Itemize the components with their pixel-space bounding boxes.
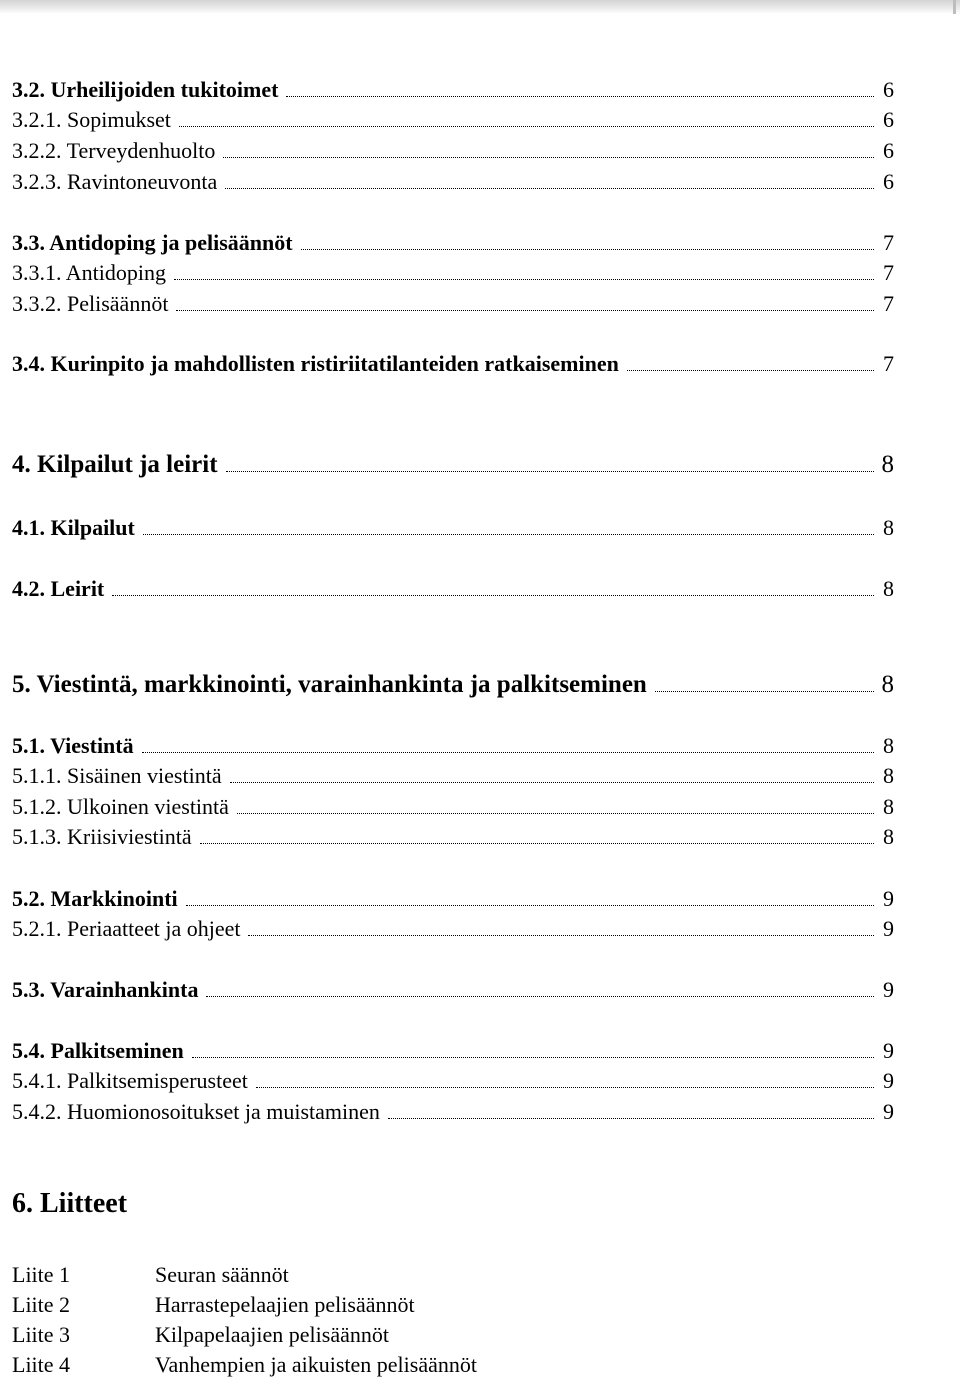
toc-entry-5-2[interactable] — [12, 884, 894, 914]
toc-entry-label: 5.3. Varainhankinta — [12, 977, 199, 1002]
chapter-heading-6: 6. Liitteet — [12, 1188, 128, 1219]
toc-entry-label: 3.2.2. Terveydenhuolto — [12, 138, 216, 163]
toc-entry-page: 9 — [883, 916, 894, 941]
page-right-edge — [953, 0, 956, 14]
toc-entry-page: 8 — [883, 824, 894, 849]
toc-entry-3-3[interactable] — [12, 228, 894, 258]
toc-entry-label: 3.2. Urheilijoiden tukitoimet — [12, 77, 279, 102]
toc-entry-page: 8 — [883, 576, 894, 601]
toc-entry-5-1[interactable] — [12, 731, 894, 761]
appendix-title: Seuran säännöt — [155, 1262, 289, 1287]
appendix-number: Liite 3 — [12, 1322, 71, 1347]
toc-entry-page: 9 — [883, 1068, 894, 1093]
toc-entry-page: 8 — [881, 451, 894, 478]
toc-entry-4-2[interactable] — [12, 574, 894, 604]
toc-entry-5-1-3[interactable] — [12, 822, 894, 852]
toc-entry-3-3-1[interactable] — [12, 258, 894, 288]
toc-entry-5-1-1[interactable] — [12, 761, 894, 791]
toc-entry-page: 9 — [883, 886, 894, 911]
toc-entry-page: 8 — [881, 671, 894, 698]
toc-entry-3-3-2[interactable] — [12, 289, 894, 319]
toc-entry-label: 5.1.2. Ulkoinen viestintä — [12, 794, 229, 819]
dot-leader — [237, 813, 874, 814]
toc-entry-label: 3.3. Antidoping ja pelisäännöt — [12, 230, 293, 255]
dot-leader — [192, 1057, 874, 1058]
toc-entry-label: 4.1. Kilpailut — [12, 515, 135, 540]
toc-entry-page: 8 — [883, 763, 894, 788]
dot-leader — [174, 279, 874, 280]
toc-entry-page: 8 — [883, 733, 894, 758]
toc-entry-3-2-3[interactable] — [12, 167, 894, 197]
dot-leader — [176, 310, 874, 311]
dot-leader — [225, 188, 874, 189]
toc-entry-page: 7 — [883, 291, 894, 316]
dot-leader — [112, 595, 874, 596]
toc-entry-label: 5.1.3. Kriisiviestintä — [12, 824, 192, 849]
toc-entry-page: 6 — [883, 77, 894, 102]
toc-entry-page: 7 — [883, 351, 894, 376]
toc-entry-3-2-2[interactable] — [12, 136, 894, 166]
toc-entry-5-1-2[interactable] — [12, 792, 894, 822]
toc-entry-label: 4.2. Leirit — [12, 576, 105, 601]
toc-entry-5-4-2[interactable] — [12, 1097, 894, 1127]
toc-entry-5-3[interactable] — [12, 975, 894, 1005]
toc-entry-3-4[interactable] — [12, 349, 894, 379]
toc-entry-page: 9 — [883, 977, 894, 1002]
toc-entry-label: 5.1.1. Sisäinen viestintä — [12, 763, 222, 788]
toc-entry-label: 5. Viestintä, markkinointi, varainhankinta ja palkitseminen — [12, 671, 647, 698]
appendix-number: Liite 1 — [12, 1262, 71, 1287]
page-top-edge — [0, 0, 960, 14]
toc-entry-5[interactable] — [12, 670, 894, 700]
toc-entry-label: 3.3.1. Antidoping — [12, 260, 167, 285]
toc-entry-page: 9 — [883, 1038, 894, 1063]
appendix-title: Harrastepelaajien pelisäännöt — [155, 1292, 415, 1317]
dot-leader — [143, 534, 874, 535]
dot-leader — [256, 1087, 874, 1088]
toc-entry-label: 3.3.2. Pelisäännöt — [12, 291, 169, 316]
toc-entry-page: 6 — [883, 107, 894, 132]
toc-entry-5-4[interactable] — [12, 1036, 894, 1066]
toc-entry-label: 3.2.3. Ravintoneuvonta — [12, 169, 218, 194]
dot-leader — [226, 471, 874, 472]
toc-entry-page: 6 — [883, 169, 894, 194]
toc-entry-label: 5.2. Markkinointi — [12, 886, 178, 911]
toc-entry-label: 5.4.1. Palkitsemisperusteet — [12, 1068, 248, 1093]
dot-leader — [286, 96, 874, 97]
appendix-row[interactable] — [12, 1290, 415, 1320]
dot-leader — [186, 905, 874, 906]
appendix-title: Kilpapelaajien pelisäännöt — [155, 1322, 389, 1347]
dot-leader — [230, 782, 874, 783]
toc-entry-3-2-1[interactable] — [12, 105, 894, 135]
dot-leader — [301, 249, 874, 250]
toc-entry-label: 5.4. Palkitseminen — [12, 1038, 184, 1063]
toc-entry-label: 5.1. Viestintä — [12, 733, 134, 758]
toc-entry-label: 5.4.2. Huomionosoitukset ja muistaminen — [12, 1099, 380, 1124]
dot-leader — [179, 126, 874, 127]
toc-entry-page: 7 — [883, 230, 894, 255]
toc-entry-label: 3.4. Kurinpito ja mahdollisten ristiriitatilanteiden ratkaiseminen — [12, 351, 619, 376]
toc-entry-label: 4. Kilpailut ja leirit — [12, 451, 218, 478]
toc-entry-5-4-1[interactable] — [12, 1066, 894, 1096]
toc-entry-5-2-1[interactable] — [12, 914, 894, 944]
toc-entry-label: 5.2.1. Periaatteet ja ohjeet — [12, 916, 241, 941]
toc-entry-4[interactable] — [12, 450, 894, 480]
dot-leader — [388, 1118, 874, 1119]
appendix-row[interactable] — [12, 1320, 389, 1350]
toc-entry-page: 8 — [883, 794, 894, 819]
dot-leader — [223, 157, 874, 158]
toc-entry-page: 7 — [883, 260, 894, 285]
appendix-number: Liite 4 — [12, 1352, 71, 1377]
toc-entry-page: 6 — [883, 138, 894, 163]
toc-entry-page: 9 — [883, 1099, 894, 1124]
dot-leader — [206, 996, 874, 997]
dot-leader — [655, 691, 874, 692]
toc-entry-page: 8 — [883, 515, 894, 540]
dot-leader — [142, 752, 874, 753]
toc-entry-3-2[interactable] — [12, 75, 894, 105]
dot-leader — [627, 370, 874, 371]
appendix-number: Liite 2 — [12, 1292, 71, 1317]
appendix-row[interactable] — [12, 1350, 477, 1380]
dot-leader — [200, 843, 874, 844]
appendix-row[interactable] — [12, 1260, 289, 1290]
appendix-title: Vanhempien ja aikuisten pelisäännöt — [155, 1352, 477, 1377]
dot-leader — [248, 935, 874, 936]
toc-entry-4-1[interactable] — [12, 513, 894, 543]
toc-entry-label: 3.2.1. Sopimukset — [12, 107, 171, 132]
